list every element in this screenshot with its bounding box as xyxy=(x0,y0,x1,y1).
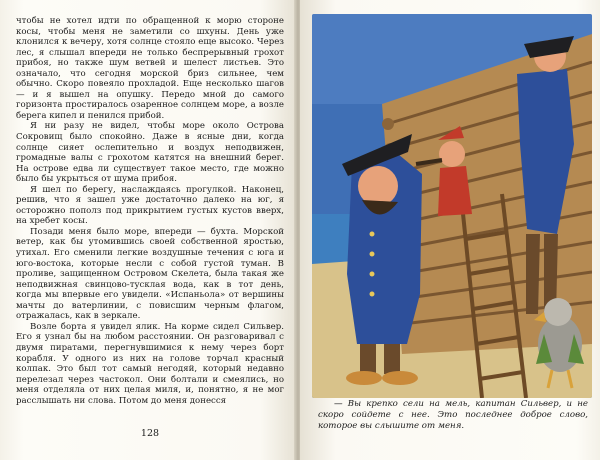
page-number: 128 xyxy=(140,428,160,439)
paragraph: Позади меня было море, впереди — бухта. Морской ветер, как бы утомившись своей собственной яростью, утихал. Его сменили легкие воздушные течения с юга и юго-востока, которые несли с собой густой туман. В проливе, защищенном Островом Скелета, была такая же неподвижная свинцово-тусклая вода, как в тот день, когда мы впервые его увидели. «Испаньола» от вершины мачты до ватерлинии, с повисшим черным флагом, отражалась, как в зеркале. xyxy=(16,226,284,322)
paragraph: Я шел по берегу, наслаждаясь прогулкой. Наконец, решив, что я зашел уже достаточно далеко на юг, я осторожно пополз под прикрытием густых кустов вверх, на хребет косы. xyxy=(16,184,284,227)
paragraph: чтобы не хотел идти по обращенной к морю стороне косы, чтобы меня не заметили со шхуны. День уже клонился к вечеру, хотя солнце стояло еще высоко. Через лес, я слышал впереди не только беспрерывный грохот прибоя, но также шум ветвей и шелест листьев. Это означало, что сегодня морской бриз сильнее, чем обычно. Скоро повеяло прохладой. Еще несколько шагов — и я вышел на опушку. Передо мной до самого горизонта простиралось озаренное солнцем море, а возле берега кипел и пенился прибой. xyxy=(16,16,284,121)
caption-text: — Вы крепко сели на мель, капитан Сильвер, и не скоро сойдете с нее. Это последнее доброе слово, которое вы слышите от меня. xyxy=(318,399,588,431)
left-page-text xyxy=(16,16,284,406)
paragraph: Возле борта я увидел ялик. На корме сидел Сильвер. Его я узнал бы на любом расстоянии. Он разговаривал с двумя пиратами, перегнувшимися к нему через борт корабля. У одного из них на голове торчал красный колпак. Это был тот самый негодяй, который недавно перелезал через частокол. Они болтали и смеялись, но меня отделяла от них целая миля, и, понятно, я не мог расслышать ни слова. Потом до меня донесся xyxy=(16,321,284,406)
paragraph: Я ни разу не видел, чтобы море около Острова Сокровищ было спокойно. Даже в ясные дни, когда солнце сияет ослепительно и воздух неподвижен, громадные валы с грохотом катятся на внешний берег. На острове едва ли существует такое место, где можно было бы укрыться от шума прибоя. xyxy=(16,121,284,185)
illustration-art xyxy=(312,14,592,398)
illustration xyxy=(312,14,592,398)
left-page xyxy=(0,0,296,460)
illustration-caption xyxy=(318,399,588,432)
